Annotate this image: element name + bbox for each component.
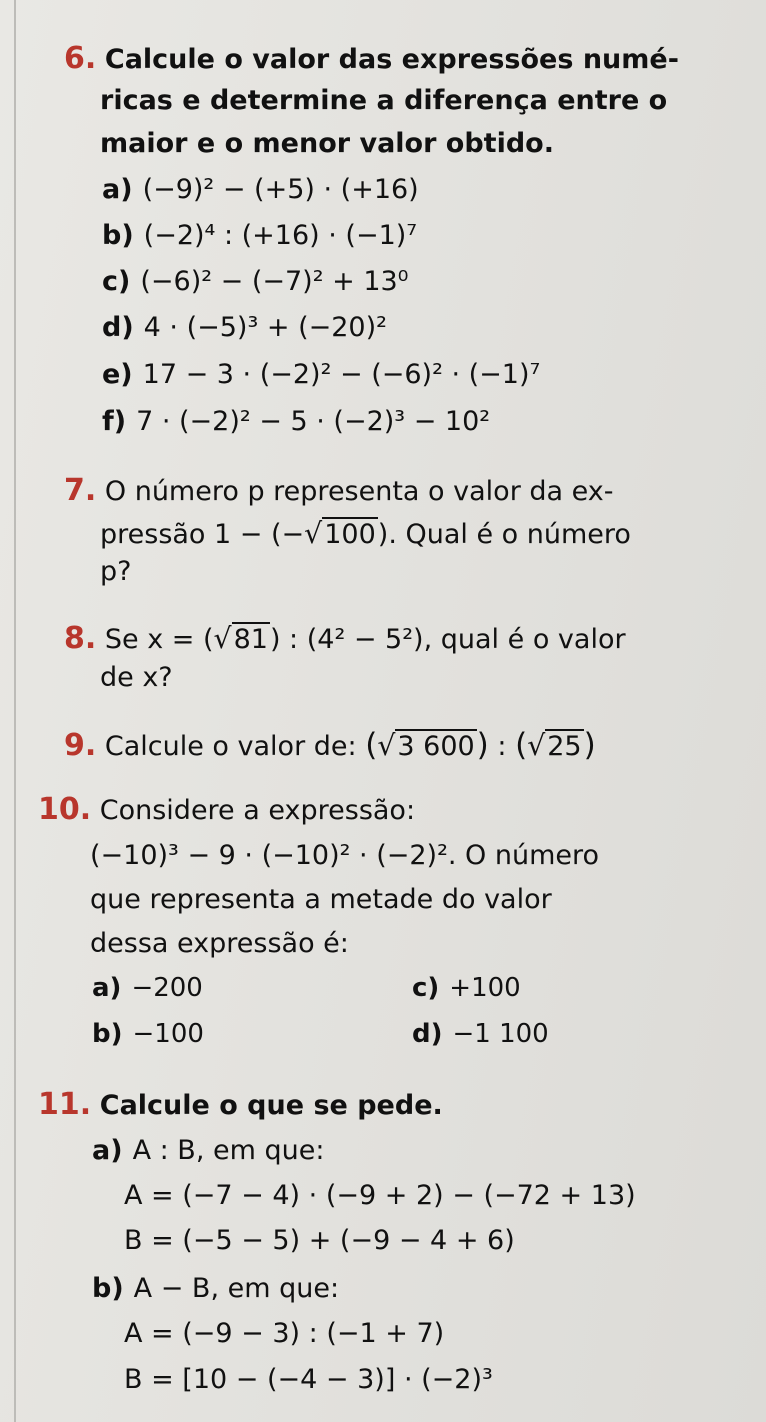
q9-radicand-2: 25 [547,731,582,762]
q7-line-2 [100,517,631,550]
q6-item-c-expr: (−6)² − (−7)² + 13⁰ [140,266,409,297]
q6-item-f-label: f) [102,406,127,437]
q11-part-a [92,1137,324,1164]
q10-option-b-value: −100 [132,1019,204,1049]
q6-item-f-expr: 7 · (−2)² − 5 · (−2)³ − 10² [136,406,491,437]
q11-part-b-B: B = [10 − (−4 − 3)] · (−2)³ [124,1364,493,1395]
q10-option-a-value: −200 [131,973,203,1003]
q8-text-2: de x? [100,662,173,693]
q11-part-a-text: A : B, em que: [132,1135,325,1166]
q10-option-c-label: c) [412,973,440,1003]
q9-radicand-1: 3 600 [397,731,475,762]
q10-line-1 [38,792,416,827]
q11-line-1 [38,1087,443,1122]
q10-option-b [92,1021,204,1047]
q10-option-c-value: +100 [449,973,521,1003]
q6-text-3: maior e o menor valor obtido. [100,128,554,159]
q6-item-d [102,314,387,341]
q7-number: 7. [64,473,97,508]
q9-sqrt-1: √3 600 [377,729,475,762]
q6-item-e-label: e) [102,359,133,390]
q10-option-d-value: −1 100 [452,1019,549,1049]
q10-option-d-label: d) [412,1019,443,1049]
q7-line-2-prefix: pressão 1 − (− [100,519,305,550]
q10-text-2: (−10)³ − 9 · (−10)² · (−2)². O número [90,840,600,871]
q6-item-e-expr: 17 − 3 · (−2)² − (−6)² · (−1)⁷ [142,359,541,390]
q6-item-a-label: a) [102,174,133,205]
q10-text-4: dessa expressão é: [90,928,349,959]
q6-item-a [102,176,419,203]
q7-radicand: 100 [324,519,376,550]
q10-number: 10. [38,792,92,827]
q9-text: Calcule o valor de: [104,731,366,762]
q9-line: 9. Calcule o valor de: (√3 600) : (√25) [64,727,596,763]
q6-item-c [102,268,409,295]
q6-item-b [102,222,417,249]
q6-item-f [102,408,490,435]
q11-part-b-text: A − B, em que: [133,1273,340,1304]
q11-part-b [92,1275,339,1302]
q6-item-c-label: c) [102,266,131,297]
q6-item-d-label: d) [102,312,134,343]
q8-sqrt: √81 [213,622,268,655]
q11-part-a-label: a) [92,1135,123,1166]
q6-text-1: Calcule o valor das expressões numé- [104,44,679,75]
q8-prefix: Se x = ( [104,624,214,655]
q10-text: Considere a expressão: [99,795,416,826]
q6-line-1 [64,41,679,76]
q11-part-a-A: A = (−7 − 4) · (−9 + 2) − (−72 + 13) [124,1180,636,1211]
q7-sqrt: √100 [304,517,376,550]
q9-sqrt-2: √25 [527,729,582,762]
q10-option-c [412,975,521,1001]
q6-item-a-expr: (−9)² − (+5) · (+16) [142,174,419,205]
q6-number: 6. [64,41,97,76]
q11-part-b-A: A = (−9 − 3) : (−1 + 7) [124,1318,445,1349]
q6-text-2: ricas e determine a diferença entre o [100,85,668,116]
q8-number: 8. [64,621,97,656]
q7-text-3: p? [100,556,132,587]
q7-line-2-suffix: ). Qual é o número [377,519,631,550]
q10-option-a [92,975,203,1001]
q7-line-1 [64,473,614,508]
q6-item-d-expr: 4 · (−5)³ + (−20)² [143,312,387,343]
q6-item-b-expr: (−2)⁴ : (+16) · (−1)⁷ [143,220,418,251]
q11-text: Calcule o que se pede. [99,1090,443,1121]
q11-part-a-B: B = (−5 − 5) + (−9 − 4 + 6) [124,1225,515,1256]
q10-option-b-label: b) [92,1019,123,1049]
q10-option-a-label: a) [92,973,122,1003]
q7-text-1: O número p representa o valor da ex- [104,476,614,507]
q9-number: 9. [64,728,97,763]
q8-suffix: ) : (4² − 5²), qual é o valor [269,624,626,655]
q8-line-1 [64,621,626,656]
q10-option-d [412,1021,549,1047]
q11-part-b-label: b) [92,1273,124,1304]
q8-radicand: 81 [233,624,268,655]
q6-item-b-label: b) [102,220,134,251]
q10-text-3: que representa a metade do valor [90,884,552,915]
q11-number: 11. [38,1087,92,1122]
q6-item-e [102,361,540,388]
q9-separator: : [488,731,516,762]
